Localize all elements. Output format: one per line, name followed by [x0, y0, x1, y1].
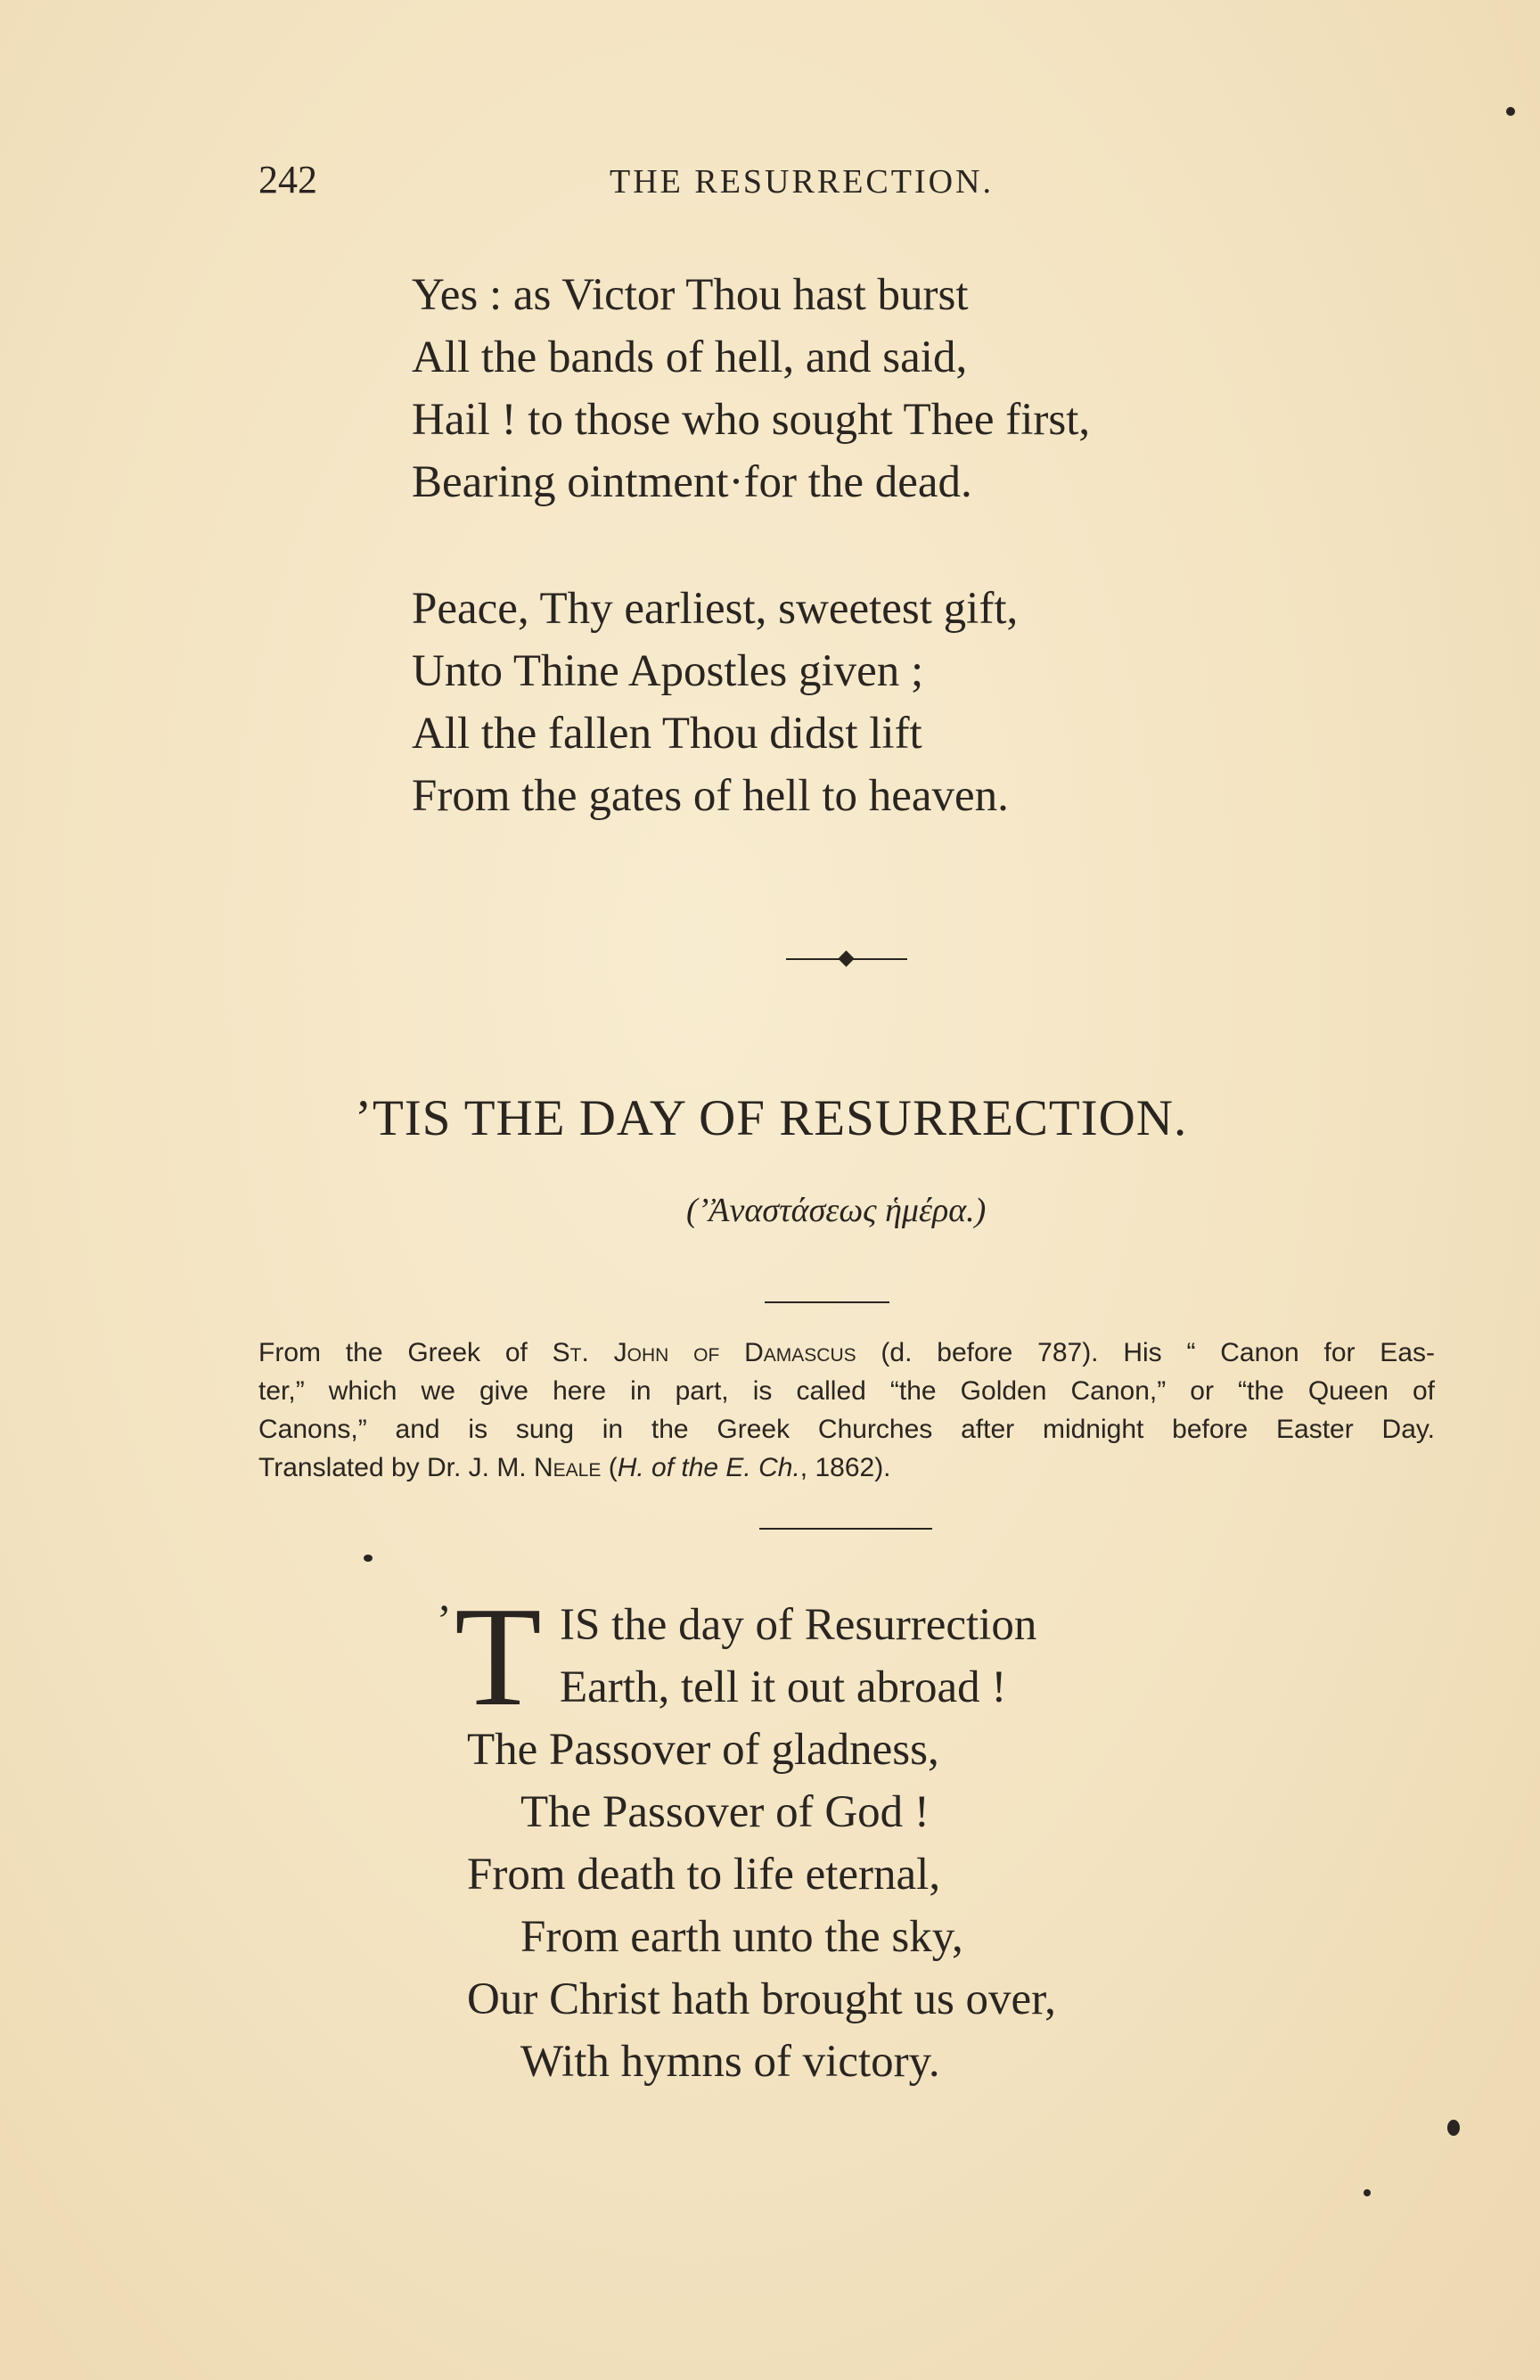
stanza-2-line-2: Unto Thine Apostles given ; — [412, 646, 924, 696]
note-rule — [759, 1528, 932, 1530]
source-note — [258, 1334, 1435, 1487]
note-text: , 1862). — [799, 1453, 891, 1482]
section-ornament-diamond — [838, 950, 854, 966]
verse-line-8: With hymns of victory. — [520, 2037, 940, 2087]
source-note-line-1 — [258, 1334, 1435, 1372]
greek-title: (’Ἀναστάσεως ἡμέρα.) — [686, 1192, 987, 1229]
stanza-1-line-2: All the bands of hell, and said, — [412, 332, 968, 382]
translator-name: Neale — [533, 1453, 602, 1482]
verse-line-2: Earth, tell it out abroad ! — [560, 1662, 1007, 1712]
verse-line-5: From death to life eternal, — [467, 1850, 941, 1900]
stanza-1-line-1: Yes : as Victor Thou hast burst — [412, 270, 969, 320]
source-note-line-3: Canons,” and is sung in the Greek Churches after midnight before Easter Day. — [258, 1415, 1435, 1444]
stanza-1-line-3: Hail ! to those who sought Thee first, — [412, 395, 1091, 445]
note-text: Translated by Dr. J. M. — [258, 1453, 534, 1482]
source-note-line-4 — [258, 1449, 1435, 1487]
verse-line-6: From earth unto the sky, — [520, 1912, 963, 1962]
page-number: 242 — [258, 158, 317, 201]
note-text: ( — [601, 1453, 618, 1482]
print-speck — [1447, 2120, 1460, 2136]
verse-line-7: Our Christ hath brought us over, — [467, 1974, 1056, 2024]
verse-line-3: The Passover of gladness, — [467, 1725, 939, 1775]
author-name: St. John of Damascus — [552, 1338, 856, 1367]
source-title: H. of the E. Ch. — [617, 1453, 800, 1482]
verse-line-4: The Passover of God ! — [520, 1787, 930, 1837]
opening-apostrophe: ’ — [437, 1595, 452, 1645]
verse-line-1: IS the day of Resurrection — [560, 1600, 1037, 1650]
print-speck — [1364, 2189, 1371, 2196]
source-note-line-2: ter,” which we give here in part, is called “the Golden Canon,” or “the Queen of — [258, 1376, 1435, 1406]
note-text: (d. before 787). His “ Canon for Eas- — [856, 1338, 1435, 1367]
print-speck — [1506, 107, 1515, 116]
title-rule — [765, 1301, 889, 1303]
drop-cap: T — [455, 1577, 542, 1736]
stanza-1-line-4: Bearing ointment·for the dead. — [412, 457, 972, 507]
print-speck — [364, 1555, 373, 1562]
note-text: From the Greek of — [258, 1338, 553, 1367]
hymn-title: ’TIS THE DAY OF RESURRECTION. — [355, 1090, 1188, 1146]
stanza-2-line-1: Peace, Thy earliest, sweetest gift, — [412, 584, 1019, 634]
stanza-2-line-3: All the fallen Thou didst lift — [412, 709, 922, 759]
stanza-2-line-4: From the gates of hell to heaven. — [412, 771, 1009, 821]
running-head: THE RESURRECTION. — [610, 163, 994, 201]
